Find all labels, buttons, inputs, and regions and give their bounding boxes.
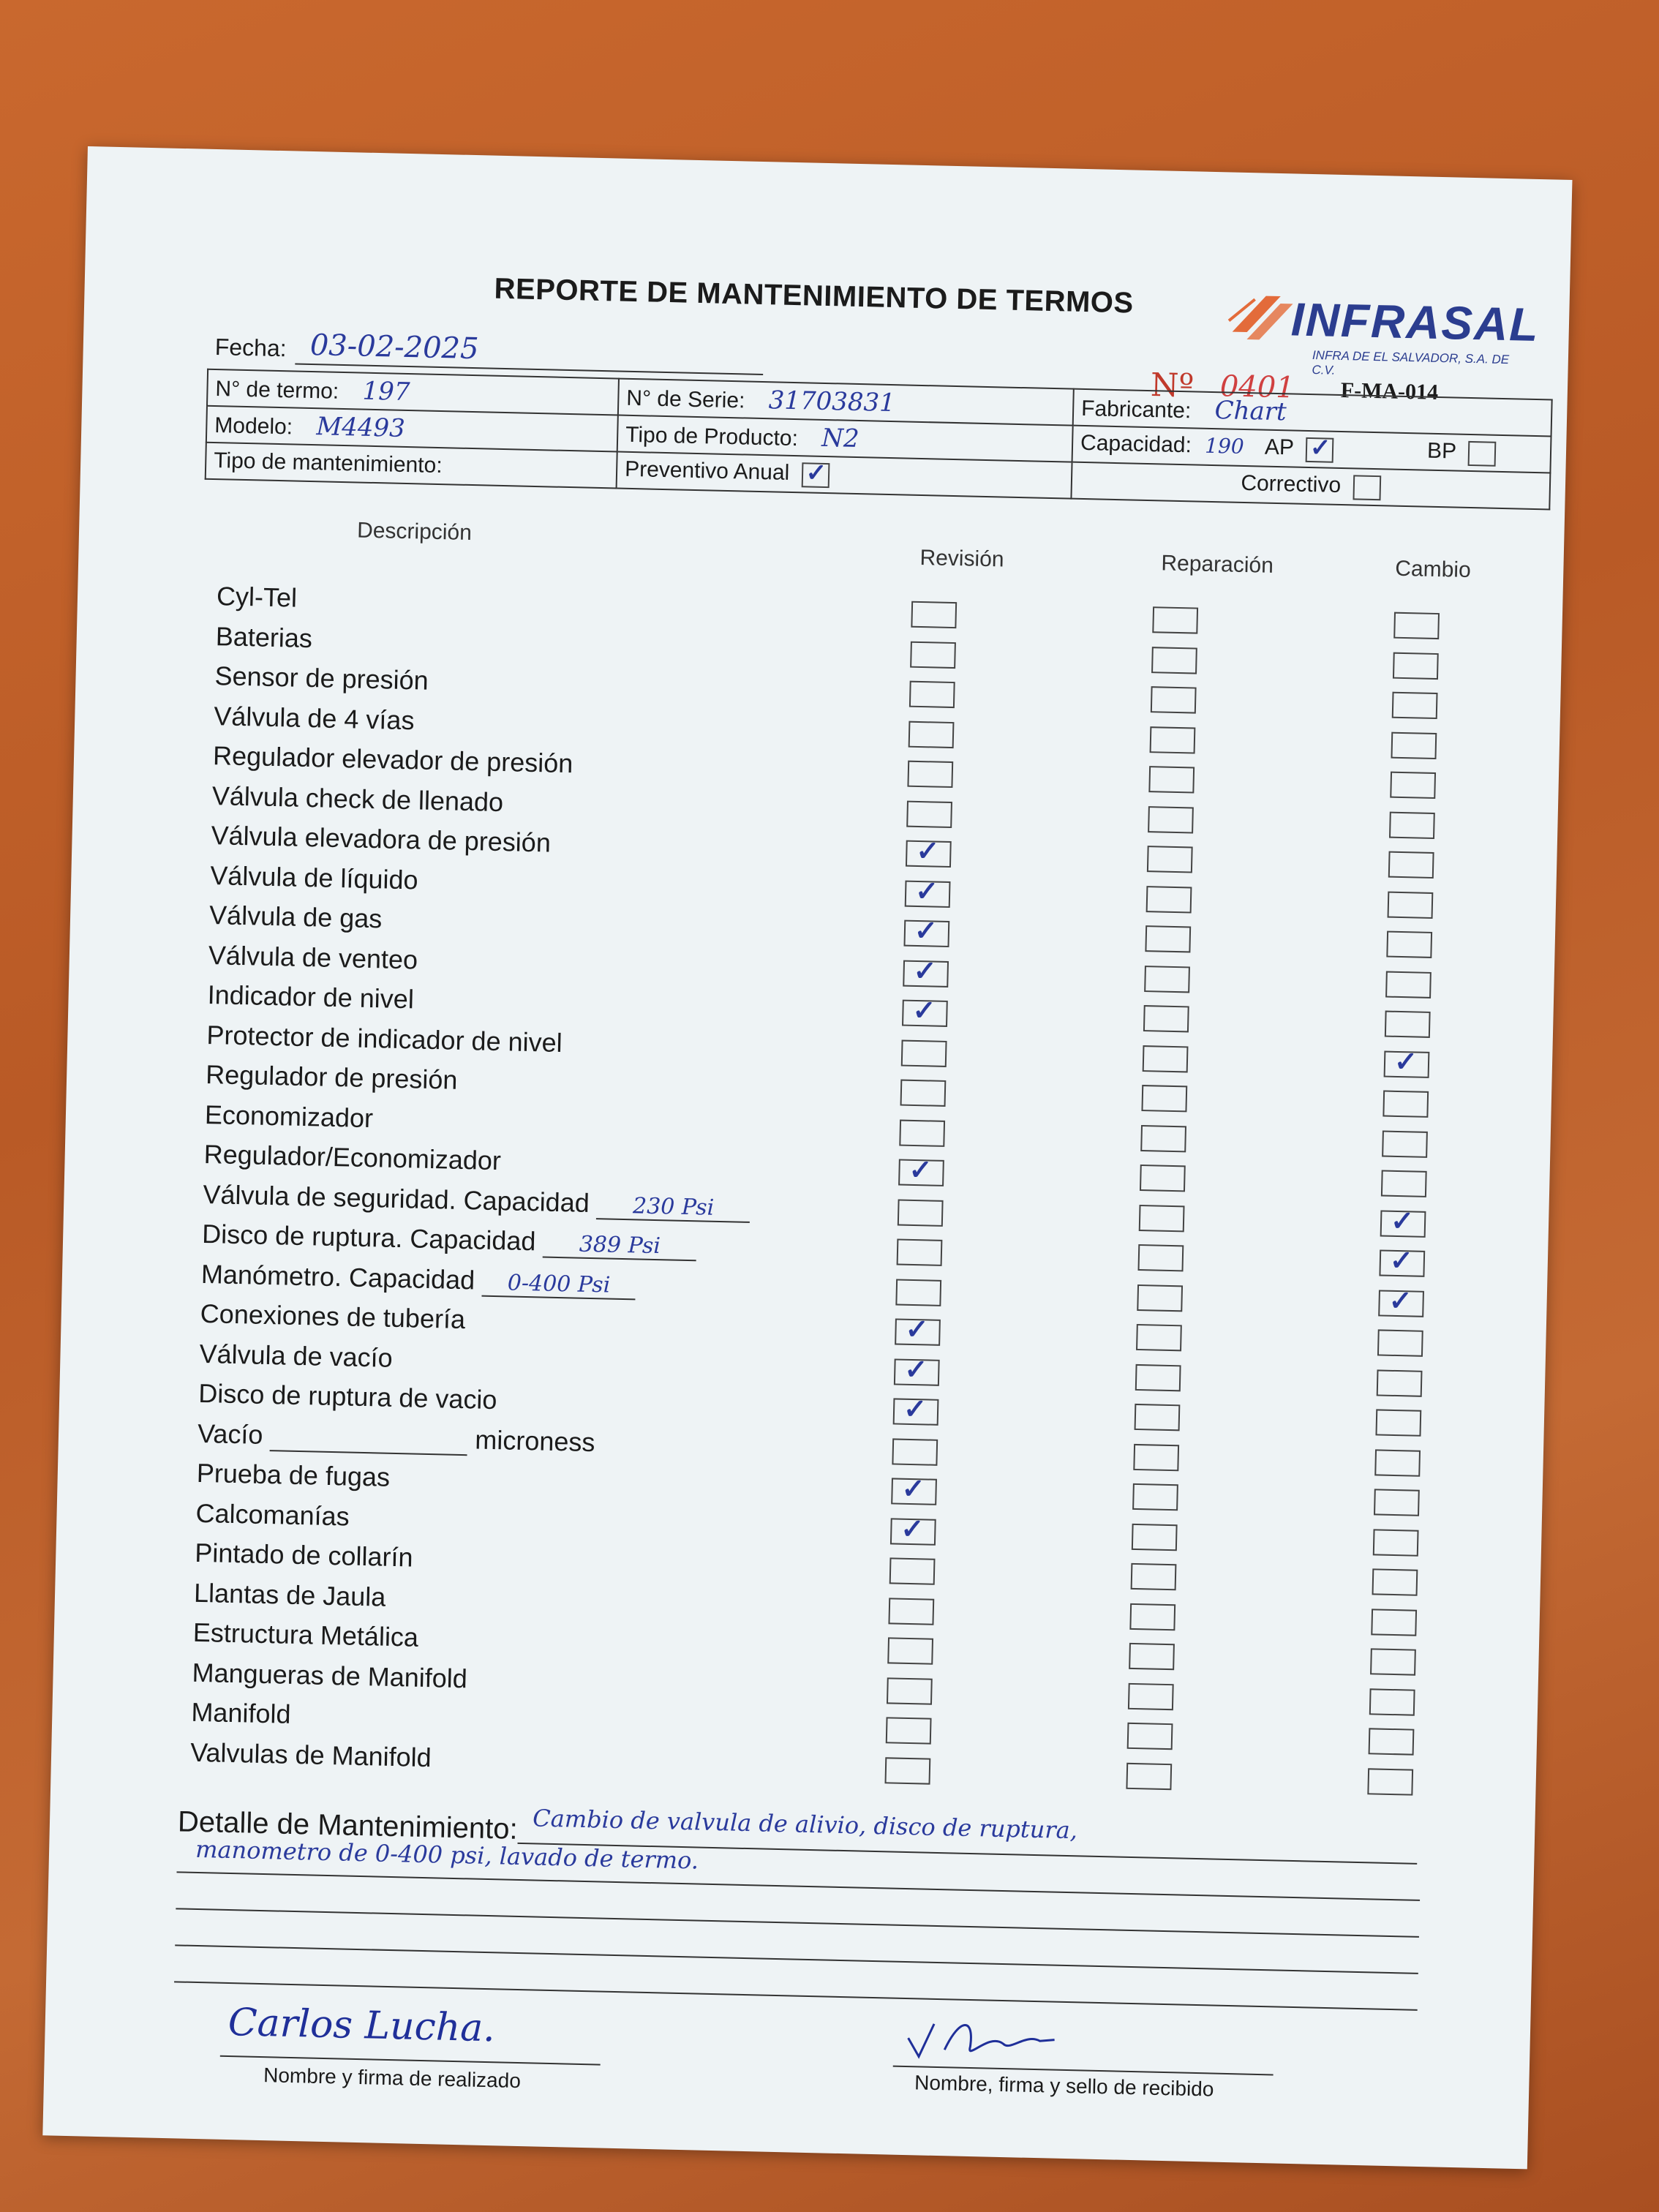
- cam-checkbox[interactable]: [1393, 612, 1440, 639]
- capacidad-label: Capacidad:: [1080, 431, 1192, 458]
- rev-checkbox[interactable]: [894, 1358, 940, 1385]
- rep-checkbox[interactable]: [1132, 1483, 1178, 1511]
- col-descripcion: Descripción: [356, 518, 473, 546]
- cam-checkbox[interactable]: [1389, 811, 1435, 838]
- rep-checkbox[interactable]: [1137, 1284, 1183, 1311]
- cam-checkbox[interactable]: [1385, 971, 1432, 998]
- row-label-text: Indicador de nivel: [207, 979, 415, 1015]
- rep-checkbox[interactable]: [1126, 1762, 1172, 1789]
- realizado-caption: Nombre y firma de realizado: [263, 2064, 522, 2093]
- rev-checkbox[interactable]: [886, 1717, 932, 1744]
- row-label: [198, 1378, 497, 1415]
- row-label-text: Estructura Metálica: [192, 1617, 419, 1652]
- modelo-label: Modelo:: [214, 413, 293, 440]
- rev-checkbox[interactable]: [900, 1080, 947, 1107]
- number-value: 0401: [1219, 369, 1295, 405]
- cam-checkbox[interactable]: [1380, 1210, 1426, 1237]
- row-label: [205, 1099, 374, 1133]
- cam-checkbox[interactable]: [1372, 1568, 1418, 1595]
- serie-label: N° de Serie:: [626, 385, 745, 413]
- rep-checkbox[interactable]: [1128, 1682, 1174, 1709]
- rev-checkbox[interactable]: [895, 1318, 941, 1345]
- rep-checkbox[interactable]: [1132, 1523, 1178, 1550]
- cam-checkbox[interactable]: [1375, 1409, 1421, 1436]
- row-label: [202, 1219, 697, 1261]
- rev-checkbox[interactable]: [888, 1598, 934, 1625]
- rev-checkbox[interactable]: [906, 840, 952, 868]
- rep-checkbox[interactable]: [1144, 966, 1190, 993]
- fecha-label: Fecha:: [214, 334, 287, 362]
- cam-checkbox[interactable]: [1384, 1050, 1430, 1077]
- logo-text: INFRASAL: [1290, 293, 1540, 352]
- producto-value: N2: [821, 423, 860, 454]
- number-label: Nº: [1150, 366, 1195, 405]
- row-label-text: Economizador: [204, 1099, 374, 1133]
- rep-checkbox[interactable]: [1127, 1723, 1173, 1750]
- row-label-text: Prueba de fugas: [196, 1457, 391, 1492]
- row-label: [192, 1657, 467, 1694]
- row-label-text: Regulador/Economizador: [203, 1138, 502, 1176]
- rep-checkbox[interactable]: [1141, 1085, 1187, 1112]
- row-label: [192, 1617, 418, 1653]
- rep-checkbox[interactable]: [1133, 1443, 1179, 1470]
- cam-checkbox[interactable]: [1392, 692, 1438, 719]
- row-label: [208, 940, 418, 975]
- cam-checkbox[interactable]: [1373, 1529, 1419, 1556]
- row-label-text: Conexiones de tubería: [200, 1298, 466, 1335]
- modelo-value: M4493: [316, 412, 406, 443]
- rep-checkbox[interactable]: [1145, 925, 1191, 952]
- ap-checkbox[interactable]: [1305, 437, 1333, 462]
- col-reparacion: Reparación: [1161, 551, 1274, 578]
- cam-checkbox[interactable]: [1393, 652, 1439, 679]
- rev-checkbox[interactable]: [897, 1238, 943, 1265]
- row-label-text: Baterias: [215, 620, 313, 653]
- rev-checkbox[interactable]: [911, 601, 957, 628]
- row-label: [207, 979, 414, 1015]
- row-label-text: Válvula de vacío: [199, 1338, 394, 1373]
- detalle-line-2: [176, 1871, 1420, 1901]
- rev-checkbox[interactable]: [895, 1279, 941, 1306]
- rev-checkbox[interactable]: [910, 641, 956, 668]
- row-label-text: Pintado de collarín: [194, 1537, 414, 1573]
- rep-checkbox[interactable]: [1143, 1005, 1189, 1032]
- cam-checkbox[interactable]: [1385, 1011, 1431, 1038]
- rev-checkbox[interactable]: [902, 1000, 948, 1027]
- fabricante-label: Fabricante:: [1080, 396, 1192, 424]
- detalle-text-2[interactable]: manometro de 0-400 psi, lavado de termo.: [195, 1835, 699, 1875]
- rep-checkbox[interactable]: [1139, 1204, 1185, 1231]
- cam-checkbox[interactable]: [1388, 891, 1434, 918]
- rep-checkbox[interactable]: [1140, 1125, 1186, 1152]
- rev-checkbox[interactable]: [890, 1518, 936, 1545]
- cam-checkbox[interactable]: [1382, 1091, 1429, 1118]
- row-suffix: microness: [474, 1423, 595, 1457]
- row-label-text: Manómetro. Capacidad: [200, 1258, 475, 1295]
- serie-value: 31703831: [768, 385, 896, 418]
- row-label: [214, 701, 415, 736]
- rev-checkbox[interactable]: [893, 1398, 939, 1425]
- row-label: [198, 1418, 595, 1458]
- row-label-text: Válvula de 4 vías: [213, 700, 415, 735]
- row-label: [195, 1497, 350, 1532]
- recibido-signature-icon: [900, 2009, 1063, 2071]
- capacity-field[interactable]: 0-400 Psi: [482, 1269, 636, 1300]
- row-label-text: Calcomanías: [195, 1497, 350, 1532]
- rep-checkbox[interactable]: [1129, 1603, 1175, 1630]
- row-label-text: Sensor de presión: [214, 661, 429, 696]
- preventivo-checkbox[interactable]: [801, 462, 830, 488]
- rev-checkbox[interactable]: [898, 1199, 944, 1226]
- rep-checkbox[interactable]: [1131, 1563, 1177, 1590]
- cam-checkbox[interactable]: [1377, 1369, 1423, 1396]
- detalle-text-1[interactable]: Cambio de valvula de alivio, disco de ruptura,: [532, 1804, 1078, 1845]
- fabricante-value: Chart: [1214, 396, 1287, 427]
- realizado-signature: Carlos Lucha.: [227, 2001, 496, 2051]
- row-label: [206, 1059, 458, 1096]
- rep-checkbox[interactable]: [1136, 1324, 1182, 1351]
- rev-checkbox[interactable]: [899, 1119, 945, 1146]
- cam-checkbox[interactable]: [1386, 931, 1432, 958]
- rev-checkbox[interactable]: [909, 681, 955, 708]
- capacity-field[interactable]: [270, 1424, 468, 1456]
- row-label-text: Válvula elevadora de presión: [211, 820, 552, 858]
- rev-checkbox[interactable]: [908, 721, 955, 748]
- rev-checkbox[interactable]: [889, 1557, 936, 1584]
- row-label: [215, 621, 312, 654]
- cam-checkbox[interactable]: [1382, 1130, 1428, 1157]
- cam-checkbox[interactable]: [1381, 1170, 1427, 1197]
- row-label: [196, 1458, 390, 1493]
- tipo-label: Tipo de mantenimiento:: [213, 448, 443, 478]
- row-label-text: Válvula de gas: [208, 900, 383, 934]
- cam-checkbox[interactable]: [1367, 1768, 1413, 1795]
- rep-checkbox[interactable]: [1135, 1363, 1181, 1391]
- rep-checkbox[interactable]: [1129, 1643, 1175, 1670]
- ap-label: AP: [1264, 435, 1294, 460]
- row-label: [191, 1697, 291, 1730]
- termo-label: N° de termo:: [215, 377, 339, 404]
- row-label: [206, 1020, 563, 1058]
- row-label-text: Válvula de líquido: [209, 859, 419, 895]
- row-label: [211, 780, 503, 818]
- row-label-text: Válvula de seguridad. Capacidad: [203, 1178, 590, 1218]
- row-label-text: Vacío: [197, 1418, 263, 1450]
- producto-label: Tipo de Producto:: [625, 422, 799, 451]
- cam-checkbox[interactable]: [1377, 1329, 1423, 1356]
- row-label-text: Válvula check de llenado: [211, 780, 504, 817]
- row-label-text: Manifold: [191, 1696, 291, 1729]
- termo-value: 197: [362, 376, 410, 407]
- rev-checkbox[interactable]: [903, 920, 949, 947]
- rep-checkbox[interactable]: [1135, 1404, 1181, 1431]
- rev-checkbox[interactable]: [903, 960, 949, 987]
- row-label-text: Valvulas de Manifold: [189, 1737, 432, 1772]
- rep-checkbox[interactable]: [1137, 1244, 1184, 1271]
- rev-checkbox[interactable]: [885, 1757, 931, 1784]
- row-label: [190, 1737, 432, 1772]
- detalle-line-3: [176, 1908, 1419, 1938]
- rep-checkbox[interactable]: [1146, 886, 1192, 913]
- bp-checkbox[interactable]: [1468, 440, 1497, 466]
- rev-checkbox[interactable]: [907, 761, 953, 788]
- rev-checkbox[interactable]: [901, 1039, 947, 1066]
- row-label: [194, 1577, 386, 1612]
- row-label: [200, 1298, 465, 1335]
- row-label-text: Mangueras de Manifold: [192, 1657, 468, 1693]
- cam-checkbox[interactable]: [1371, 1609, 1417, 1636]
- row-label-text: Cyl-Tel: [216, 581, 298, 613]
- row-label: [203, 1139, 501, 1176]
- cam-checkbox[interactable]: [1369, 1688, 1415, 1715]
- col-revision: Revisión: [919, 545, 1004, 572]
- preventivo-label: Preventivo Anual: [624, 457, 790, 486]
- row-label: [201, 1258, 636, 1299]
- rep-checkbox[interactable]: [1148, 806, 1194, 833]
- rep-checkbox[interactable]: [1150, 726, 1196, 753]
- row-label: [199, 1338, 393, 1373]
- row-label-text: Llantas de Jaula: [193, 1577, 386, 1612]
- maintenance-form-sheet: [42, 146, 1572, 2169]
- cam-checkbox[interactable]: [1390, 772, 1436, 799]
- infrasal-logo: [1224, 282, 1540, 377]
- rev-checkbox[interactable]: [887, 1637, 933, 1664]
- rep-checkbox[interactable]: [1151, 647, 1197, 674]
- correctivo-label: Correctivo: [1241, 471, 1342, 498]
- row-label: [214, 661, 429, 696]
- row-label: [213, 740, 573, 779]
- rep-checkbox[interactable]: [1151, 686, 1197, 713]
- rev-checkbox[interactable]: [905, 880, 951, 907]
- form-code: F-MA-014: [1340, 377, 1439, 405]
- rev-checkbox[interactable]: [906, 800, 952, 827]
- capacity-field[interactable]: 230 Psi: [596, 1192, 750, 1223]
- row-label-text: Regulador elevador de presión: [212, 740, 573, 779]
- row-label: [195, 1538, 413, 1573]
- row-label: [217, 581, 298, 613]
- logo-mark-icon: [1224, 287, 1299, 355]
- cam-checkbox[interactable]: [1374, 1489, 1420, 1516]
- rev-checkbox[interactable]: [891, 1478, 937, 1505]
- col-cambio: Cambio: [1394, 556, 1472, 583]
- row-label-text: Disco de ruptura. Capacidad: [201, 1218, 536, 1257]
- fecha-value[interactable]: 03-02-2025: [309, 328, 479, 366]
- row-label: [211, 820, 551, 859]
- cam-checkbox[interactable]: [1374, 1449, 1421, 1476]
- cam-checkbox[interactable]: [1379, 1249, 1425, 1276]
- row-label-text: Regulador de presión: [205, 1058, 458, 1095]
- cam-checkbox[interactable]: [1391, 731, 1437, 759]
- row-label: [209, 900, 383, 934]
- correctivo-checkbox[interactable]: [1353, 475, 1381, 500]
- row-label: [203, 1178, 750, 1222]
- rev-checkbox[interactable]: [898, 1159, 944, 1186]
- rep-checkbox[interactable]: [1143, 1045, 1189, 1072]
- rep-checkbox[interactable]: [1140, 1165, 1186, 1192]
- row-label-text: Disco de ruptura de vacio: [198, 1377, 497, 1415]
- rev-checkbox[interactable]: [892, 1438, 938, 1465]
- detalle-label: Detalle de Mantenimiento:: [177, 1805, 519, 1846]
- cam-checkbox[interactable]: [1388, 851, 1434, 879]
- cam-checkbox[interactable]: [1378, 1290, 1424, 1317]
- bp-label: BP: [1426, 439, 1456, 464]
- form-title: REPORTE DE MANTENIMIENTO DE TERMOS: [494, 272, 1135, 320]
- row-label: [210, 860, 418, 895]
- row-label-text: Válvula de venteo: [208, 939, 418, 975]
- capacidad-value: 190: [1204, 434, 1245, 459]
- recibido-caption: Nombre, firma y sello de recibido: [914, 2071, 1214, 2101]
- logo-subtitle: INFRA DE EL SALVADOR, S.A. DE C.V.: [1312, 348, 1510, 377]
- cam-checkbox[interactable]: [1369, 1728, 1415, 1755]
- rep-checkbox[interactable]: [1148, 766, 1195, 793]
- rep-checkbox[interactable]: [1152, 606, 1198, 633]
- row-label-text: Protector de indicador de nivel: [206, 1019, 563, 1058]
- detalle-line-4: [175, 1944, 1418, 1974]
- cam-checkbox[interactable]: [1370, 1648, 1416, 1675]
- rev-checkbox[interactable]: [887, 1677, 933, 1704]
- rep-checkbox[interactable]: [1147, 846, 1193, 873]
- capacity-field[interactable]: 389 Psi: [543, 1231, 697, 1262]
